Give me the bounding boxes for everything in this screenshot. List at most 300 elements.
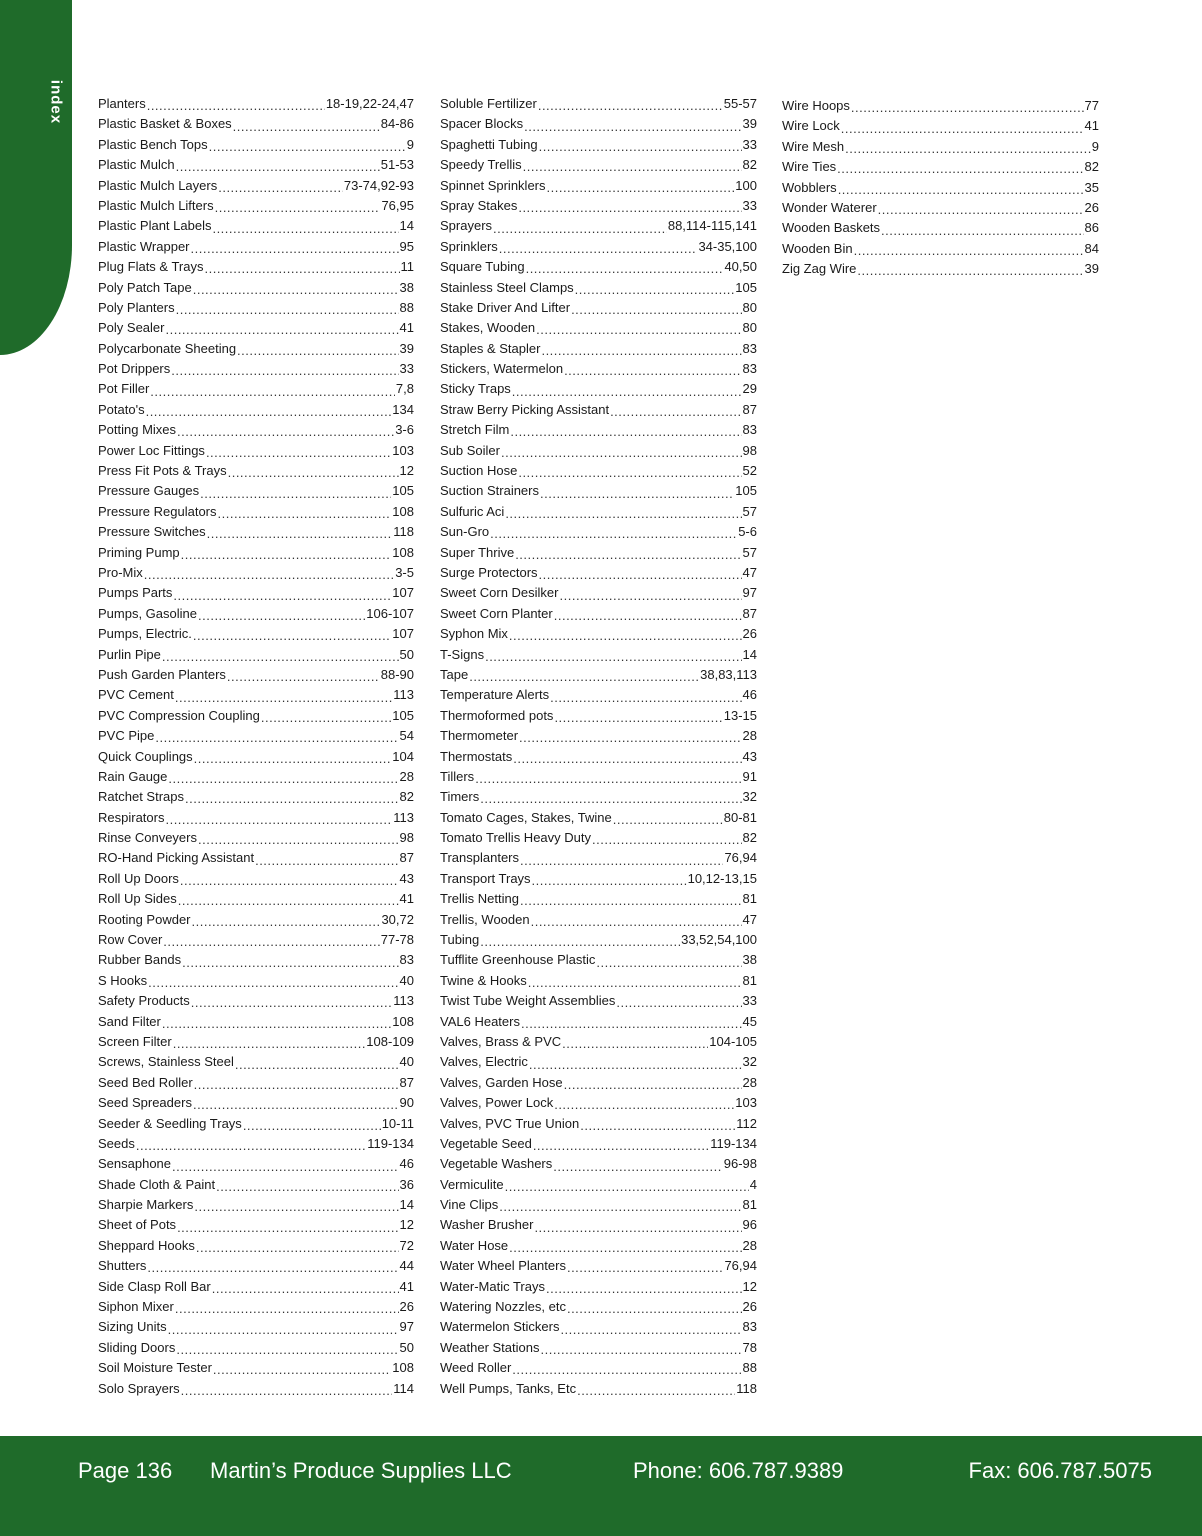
index-entry [440,1277,757,1297]
dot-leader [509,1240,741,1254]
index-term: Siphon Mixer [98,1299,174,1315]
dot-leader [204,261,399,275]
index-entry [98,828,414,848]
dot-leader [176,302,399,316]
index-term: Pressure Gauges [98,483,200,499]
index-pages: 108 [392,544,414,560]
index-entry [98,1073,414,1093]
index-column-2 [440,94,757,1399]
index-entry [782,239,1099,259]
index-pages: 57 [742,503,757,519]
index-pages: 38 [399,279,414,295]
index-entry [98,155,414,175]
index-entry [98,216,414,236]
dot-leader [218,506,392,520]
index-pages: 41 [399,891,414,907]
dot-leader [571,302,741,316]
dot-leader [207,526,393,540]
dot-leader [519,730,742,744]
index-term: Water-Matic Trays [440,1278,545,1294]
index-term: Poly Patch Tape [98,279,192,295]
index-term: Sheppard Hooks [98,1237,195,1253]
index-entry [440,787,757,807]
dot-leader [596,955,741,969]
dot-leader [528,975,742,989]
dot-leader [155,730,398,744]
index-term: PVC Compression Coupling [98,707,260,723]
index-pages: 107 [392,626,414,642]
index-term: Pro-Mix [98,564,143,580]
index-pages: 29 [742,381,757,397]
index-term: Trellis Netting [440,891,519,907]
index-pages: 47 [742,564,757,580]
index-pages: 87 [399,1074,414,1090]
index-pages: 39 [742,116,757,132]
index-pages: 7,8 [395,381,414,397]
index-pages: 86 [1084,220,1099,236]
index-pages: 114 [393,1380,414,1396]
index-pages: 12 [399,463,414,479]
index-entry [782,218,1099,238]
index-term: VAL6 Heaters [440,1013,520,1029]
index-term: Watermelon Stickers [440,1319,560,1335]
index-pages: 51-53 [380,157,414,173]
index-pages: 98 [742,442,757,458]
index-entry [98,991,414,1011]
index-term: Spray Stakes [440,197,518,213]
index-pages: 41 [399,1278,414,1294]
index-term: Poly Sealer [98,320,165,336]
dot-leader [168,771,398,785]
index-entry [440,1114,757,1134]
index-term: Tufflite Greenhouse Plastic [440,952,596,968]
page-footer [0,1436,1202,1536]
index-term: Ratchet Straps [98,789,184,805]
index-pages: 39 [1084,261,1099,277]
dot-leader [550,690,741,704]
dot-leader [147,1260,398,1274]
index-column-3 [782,96,1099,280]
index-term: Push Garden Planters [98,666,226,682]
index-entry [98,237,414,257]
index-entry [98,1358,414,1378]
index-pages: 46 [399,1156,414,1172]
index-term: Wire Mesh [782,138,845,154]
index-entry [98,1154,414,1174]
index-term: Potato's [98,401,145,417]
index-pages: 96-98 [723,1156,757,1172]
index-term: Suction Hose [440,463,518,479]
dot-leader [837,161,1083,175]
index-term: Valves, Electric [440,1054,528,1070]
dot-leader [192,914,381,928]
index-entry [440,624,757,644]
dot-leader [524,119,741,133]
dot-leader [148,975,398,989]
index-entry [440,1297,757,1317]
dot-leader [526,261,724,275]
index-term: Sharpie Markers [98,1197,194,1213]
index-pages: 4 [749,1176,757,1192]
index-term: Sliding Doors [98,1339,176,1355]
index-term: Spinnet Sprinklers [440,177,546,193]
index-term: Respirators [98,809,165,825]
dot-leader [146,404,392,418]
index-pages: 36 [399,1176,414,1192]
index-entry [98,278,414,298]
index-entry [98,1175,414,1195]
index-entry [440,1093,757,1113]
index-entry [440,441,757,461]
index-pages: 52 [742,463,757,479]
index-pages: 76,95 [381,197,414,213]
dot-leader [165,812,392,826]
index-pages: 40,50 [724,259,757,275]
index-pages: 82 [742,830,757,846]
dot-leader [513,751,741,765]
index-term: Row Cover [98,932,163,948]
index-pages: 81 [742,891,757,907]
index-term: Stainless Steel Clamps [440,279,574,295]
index-entry [440,1134,757,1154]
index-pages: 5-6 [738,524,757,540]
index-entry [98,339,414,359]
index-pages: 47 [742,911,757,927]
index-entry [440,216,757,236]
index-entry [782,178,1099,198]
dot-leader [243,1118,381,1132]
index-pages: 104-105 [709,1033,757,1049]
index-term: Tape [440,666,469,682]
index-entry [98,563,414,583]
dot-leader [150,384,395,398]
index-entry [440,379,757,399]
index-term: PVC Cement [98,687,174,703]
dot-leader [209,139,406,153]
index-term: T-Signs [440,646,485,662]
index-pages: 43 [742,748,757,764]
index-pages: 9 [406,136,414,152]
index-pages: 3-5 [395,564,414,580]
index-entry [440,910,757,930]
index-term: Sticky Traps [440,381,511,397]
dot-leader [215,200,381,214]
index-pages: 87 [742,401,757,417]
index-entry [440,176,757,196]
index-term: Poly Planters [98,299,175,315]
index-pages: 83 [742,361,757,377]
dot-leader [515,547,741,561]
index-pages: 40 [399,972,414,988]
index-term: Valves, Power Lock [440,1095,554,1111]
index-term: Screen Filter [98,1033,172,1049]
index-entry [98,1195,414,1215]
index-term: Washer Brusher [440,1217,534,1233]
index-entry [98,461,414,481]
index-pages: 33 [742,136,757,152]
index-term: Sheet of Pots [98,1217,177,1233]
dot-leader [505,506,741,520]
index-pages: 26 [399,1299,414,1315]
index-entry [98,685,414,705]
index-term: Sub Soiler [440,442,500,458]
dot-leader [838,182,1084,196]
index-term: Stretch Film [440,422,510,438]
index-column-1 [98,94,414,1399]
index-term: RO-Hand Picking Assistant [98,850,255,866]
index-pages: 72 [399,1237,414,1253]
index-term: Trellis, Wooden [440,911,530,927]
index-pages: 82 [1084,159,1099,175]
index-entry [440,237,757,257]
index-term: Thermostats [440,748,513,764]
index-pages: 77 [1084,98,1099,113]
index-pages: 88 [742,1360,757,1376]
dot-leader [857,263,1083,277]
index-pages: 80 [742,320,757,336]
index-pages: 14 [399,1197,414,1213]
dot-leader [261,710,391,724]
index-entry [440,339,757,359]
index-entry [782,137,1099,157]
index-entry [440,1175,757,1195]
index-term: Valves, Brass & PVC [440,1033,562,1049]
index-pages: 76,94 [724,850,757,866]
index-term: Plug Flats & Trays [98,259,204,275]
index-term: Potting Mixes [98,422,177,438]
dot-leader [580,1118,735,1132]
index-term: Shade Cloth & Paint [98,1176,216,1192]
dot-leader [577,1383,735,1397]
index-entry [440,155,757,175]
index-entry [98,848,414,868]
index-term: Wobblers [782,179,837,195]
index-term: Sweet Corn Desilker [440,585,559,601]
dot-leader [518,200,741,214]
index-tab-label: index [47,79,65,125]
index-pages: 50 [399,1339,414,1355]
dot-leader [539,567,742,581]
dot-leader [191,995,392,1009]
dot-leader [177,1220,398,1234]
index-entry [98,1277,414,1297]
index-tab [0,0,72,355]
index-pages: 100 [735,177,757,193]
index-pages: 28 [742,1237,757,1253]
dot-leader [533,1138,709,1152]
index-entry [98,400,414,420]
dot-leader [175,1301,399,1315]
index-term: Sizing Units [98,1319,167,1335]
index-term: Solo Sprayers [98,1380,180,1396]
index-term: Stake Driver And Lifter [440,299,571,315]
index-entry [98,441,414,461]
index-term: Vermiculite [440,1176,504,1192]
index-entry [440,1358,757,1378]
index-pages: 78 [742,1339,757,1355]
dot-leader [493,221,667,235]
index-term: Rain Gauge [98,768,168,784]
index-entry [98,1032,414,1052]
index-entry [98,298,414,318]
index-entry [440,1012,757,1032]
index-entry [98,604,414,624]
index-pages: 113 [393,993,414,1009]
index-pages: 108-109 [366,1033,414,1049]
index-pages: 105 [392,707,414,723]
index-term: Rinse Conveyers [98,830,197,846]
dot-leader [177,424,394,438]
dot-leader [235,1057,399,1071]
index-term: Rooting Powder [98,911,191,927]
index-term: Transport Trays [440,870,531,886]
dot-leader [194,751,392,765]
index-term: Seeder & Seedling Trays [98,1115,242,1131]
index-entry [98,971,414,991]
index-term: Sprinklers [440,238,498,254]
index-term: Timers [440,789,480,805]
dot-leader [198,832,399,846]
index-term: Plastic Wrapper [98,238,190,254]
index-term: Straw Berry Picking Assistant [440,401,610,417]
dot-leader [228,465,399,479]
index-entry [440,1317,757,1337]
dot-leader [178,893,399,907]
index-pages: 95 [399,238,414,254]
index-pages: 10-11 [381,1115,414,1131]
index-entry [98,1297,414,1317]
index-term: Plastic Mulch [98,157,175,173]
index-pages: 40 [399,1054,414,1070]
index-pages: 103 [735,1095,757,1111]
index-pages: 3-6 [395,422,414,438]
index-pages: 26 [1084,199,1099,215]
index-pages: 34-35,100 [698,238,757,254]
index-entry [440,747,757,767]
index-pages: 119-134 [710,1135,757,1151]
index-pages: 82 [742,157,757,173]
dot-leader [560,1322,741,1336]
dot-leader [564,363,741,377]
index-entry [440,114,757,134]
index-entry [440,828,757,848]
index-term: Twine & Hooks [440,972,527,988]
index-entry [98,522,414,542]
dot-leader [168,1322,399,1336]
dot-leader [218,180,343,194]
index-entry [98,135,414,155]
dot-leader [564,1077,742,1091]
dot-leader [554,608,742,622]
index-term: Soluble Fertilizer [440,96,537,111]
index-term: Pumps, Gasoline [98,605,197,621]
index-term: Polycarbonate Sheeting [98,340,237,356]
index-pages: 91 [742,768,757,784]
index-pages: 28 [399,768,414,784]
index-term: Planters [98,96,146,111]
dot-leader [193,282,399,296]
dot-leader [182,955,398,969]
index-pages: 113 [393,687,414,703]
index-pages: 50 [399,646,414,662]
dot-leader [499,1199,741,1213]
index-term: Sweet Corn Planter [440,605,553,621]
index-pages: 118 [736,1380,757,1396]
index-entry [98,665,414,685]
index-entry [782,96,1099,116]
dot-leader [181,1383,393,1397]
index-pages: 76,94 [724,1258,757,1274]
dot-leader [255,853,398,867]
index-entry [440,604,757,624]
index-term: Transplanters [440,850,519,866]
index-pages: 14 [399,218,414,234]
index-pages: 10,12-13,15 [687,870,757,886]
index-entry [440,1052,757,1072]
index-pages: 33 [399,361,414,377]
index-pages: 84 [1084,240,1099,256]
dot-leader [560,588,742,602]
index-term: Wooden Bin [782,240,853,256]
dot-leader [196,1240,399,1254]
index-pages: 11 [400,259,414,275]
dot-leader [541,343,741,357]
index-entry [98,583,414,603]
dot-leader [198,608,365,622]
index-entry [440,278,757,298]
dot-leader [147,98,325,112]
index-term: Screws, Stainless Steel [98,1054,234,1070]
index-entry [440,461,757,481]
index-term: Purlin Pipe [98,646,161,662]
dot-leader [136,1138,366,1152]
dot-leader [213,1362,391,1376]
index-entry [440,889,757,909]
dot-leader [480,934,680,948]
index-entry [98,1052,414,1072]
index-pages: 35 [1084,179,1099,195]
dot-leader [193,1097,399,1111]
index-term: Stakes, Wooden [440,320,536,336]
index-term: Valves, PVC True Union [440,1115,580,1131]
index-term: Plastic Mulch Layers [98,177,218,193]
index-entry [98,726,414,746]
index-entry [440,971,757,991]
dot-leader [194,1199,398,1213]
index-term: Seed Spreaders [98,1095,192,1111]
index-entry [440,543,757,563]
index-pages: 87 [399,850,414,866]
index-pages: 97 [399,1319,414,1335]
index-entry [440,257,757,277]
index-entry [98,869,414,889]
dot-leader [567,1301,742,1315]
index-pages: 33 [742,993,757,1009]
index-term: Surge Protectors [440,564,538,580]
index-entry [98,379,414,399]
index-entry [440,298,757,318]
dot-leader [499,241,698,255]
index-pages: 38,83,113 [700,666,757,682]
index-entry [440,94,757,114]
dot-leader [536,322,741,336]
index-pages: 12 [399,1217,414,1233]
index-pages: 105 [392,483,414,499]
index-entry [98,1338,414,1358]
dot-leader [845,141,1091,155]
index-entry [98,1317,414,1337]
index-term: Plastic Plant Labels [98,218,212,234]
